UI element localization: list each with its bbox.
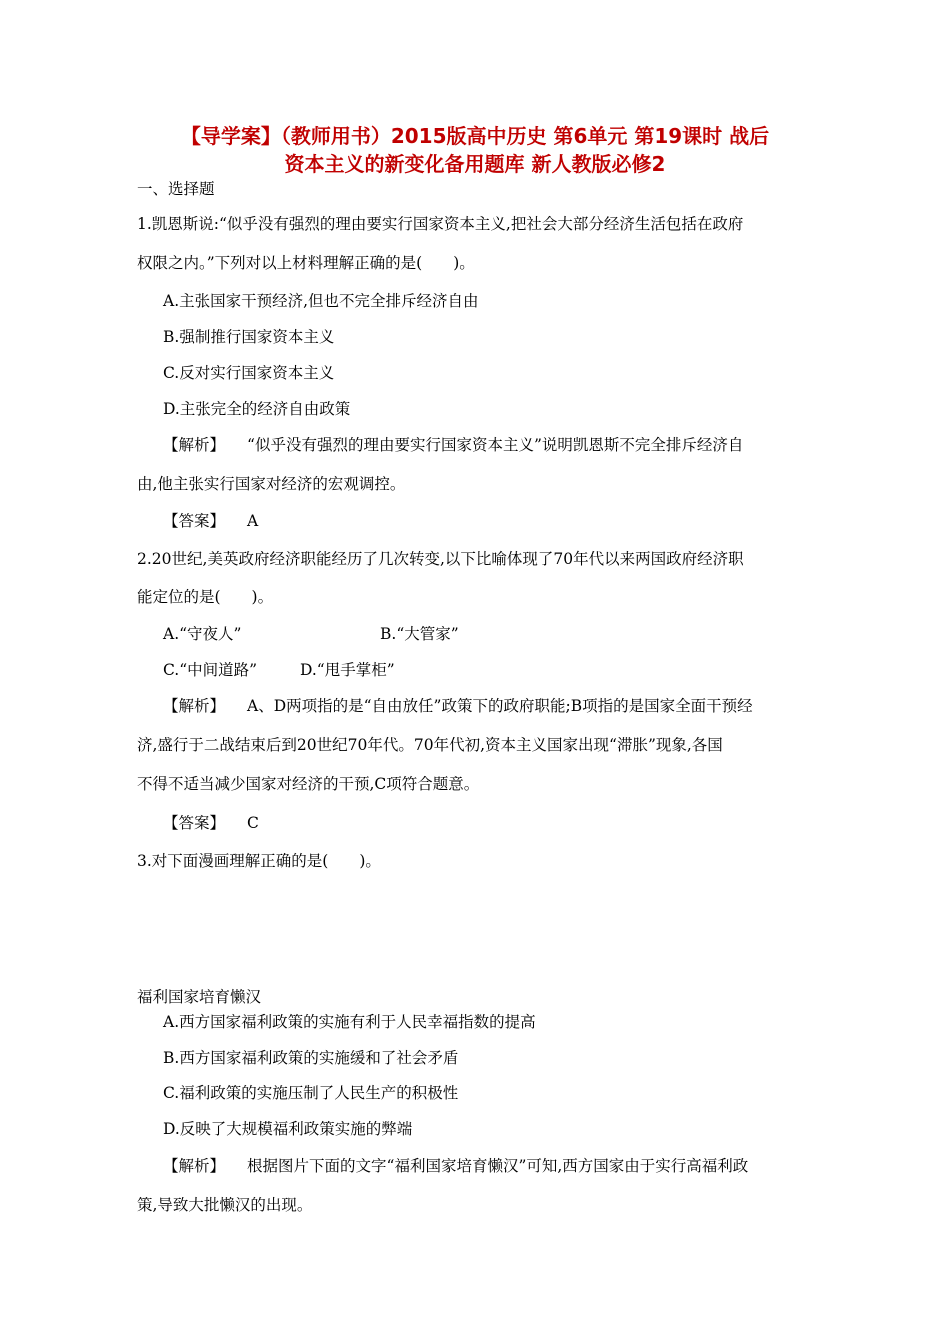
q1-answer (163, 510, 258, 532)
document-title-line-1: 【导学案】（教师用书）2015版高中历史 第6单元 第19课时 战后 (180, 124, 770, 148)
q1-option-b: B.强制推行国家资本主义 (163, 328, 335, 346)
q1-analysis-line-2: 由,他主张实行国家对经济的宏观调控。 (137, 475, 406, 493)
q2-option-a: A.“守夜人” (163, 625, 242, 643)
q2-analysis-line-1 (163, 695, 753, 717)
q2-option-c: C.“中间道路” (163, 661, 258, 679)
q1-option-c: C.反对实行国家资本主义 (163, 364, 335, 382)
q2-option-b: B.“大管家” (380, 625, 459, 643)
q3-option-a: A.西方国家福利政策的实施有利于人民幸福指数的提高 (163, 1013, 536, 1031)
q1-answer-value: A (247, 512, 259, 530)
q2-option-d: D.“甩手掌柜” (300, 661, 395, 679)
q3-stem: 3.对下面漫画理解正确的是( )。 (137, 852, 381, 870)
q3-option-b: B.西方国家福利政策的实施缓和了社会矛盾 (163, 1049, 459, 1067)
q2-answer (163, 812, 259, 834)
q3-cartoon-caption: 福利国家培育懒汉 (137, 988, 262, 1006)
q2-analysis-tag: 【解析】 (163, 697, 226, 715)
q3-analysis-line-1 (163, 1155, 748, 1177)
q3-option-c: C.福利政策的实施压制了人民生产的积极性 (163, 1084, 459, 1102)
q2-analysis-text: A、D两项指的是“自由放任”政策下的政府职能;B项指的是国家全面干预经 (247, 697, 753, 715)
q2-answer-tag: 【答案】 (163, 814, 226, 832)
section-heading: 一、选择题 (137, 180, 215, 198)
q2-analysis-line-2: 济,盛行于二战结束后到20世纪70年代。70年代初,资本主义国家出现“滞胀”现象,各国 (137, 736, 723, 754)
q2-stem-line-1: 2.20世纪,美英政府经济职能经历了几次转变,以下比喻体现了70年代以来两国政府经济职 (137, 550, 744, 568)
q1-stem-line-1: 1.凯恩斯说:“似乎没有强烈的理由要实行国家资本主义,把社会大部分经济生活包括在政府 (137, 215, 744, 233)
q3-option-d: D.反映了大规模福利政策实施的弊端 (163, 1120, 413, 1138)
q1-option-d: D.主张完全的经济自由政策 (163, 400, 351, 418)
q3-analysis-text: 根据图片下面的文字“福利国家培育懒汉”可知,西方国家由于实行高福利政 (247, 1157, 749, 1175)
q2-analysis-line-3: 不得不适当减少国家对经济的干预,C项符合题意。 (137, 775, 480, 793)
q2-answer-value: C (247, 814, 259, 832)
q3-analysis-tag: 【解析】 (163, 1157, 226, 1175)
q1-analysis-text: “似乎没有强烈的理由要实行国家资本主义”说明凯恩斯不完全排斥经济自 (247, 436, 744, 454)
q3-analysis-line-2: 策,导致大批懒汉的出现。 (137, 1196, 313, 1214)
q1-option-a: A.主张国家干预经济,但也不完全排斥经济自由 (163, 292, 479, 310)
document-title-line-2: 资本主义的新变化备用题库 新人教版必修2 (284, 152, 666, 176)
q1-stem-line-2: 权限之内。”下列对以上材料理解正确的是( )。 (137, 254, 475, 272)
q1-answer-tag: 【答案】 (163, 512, 226, 530)
q2-stem-line-2: 能定位的是( )。 (137, 588, 274, 606)
q1-analysis-tag: 【解析】 (163, 436, 226, 454)
q1-analysis-line-1 (163, 434, 743, 456)
